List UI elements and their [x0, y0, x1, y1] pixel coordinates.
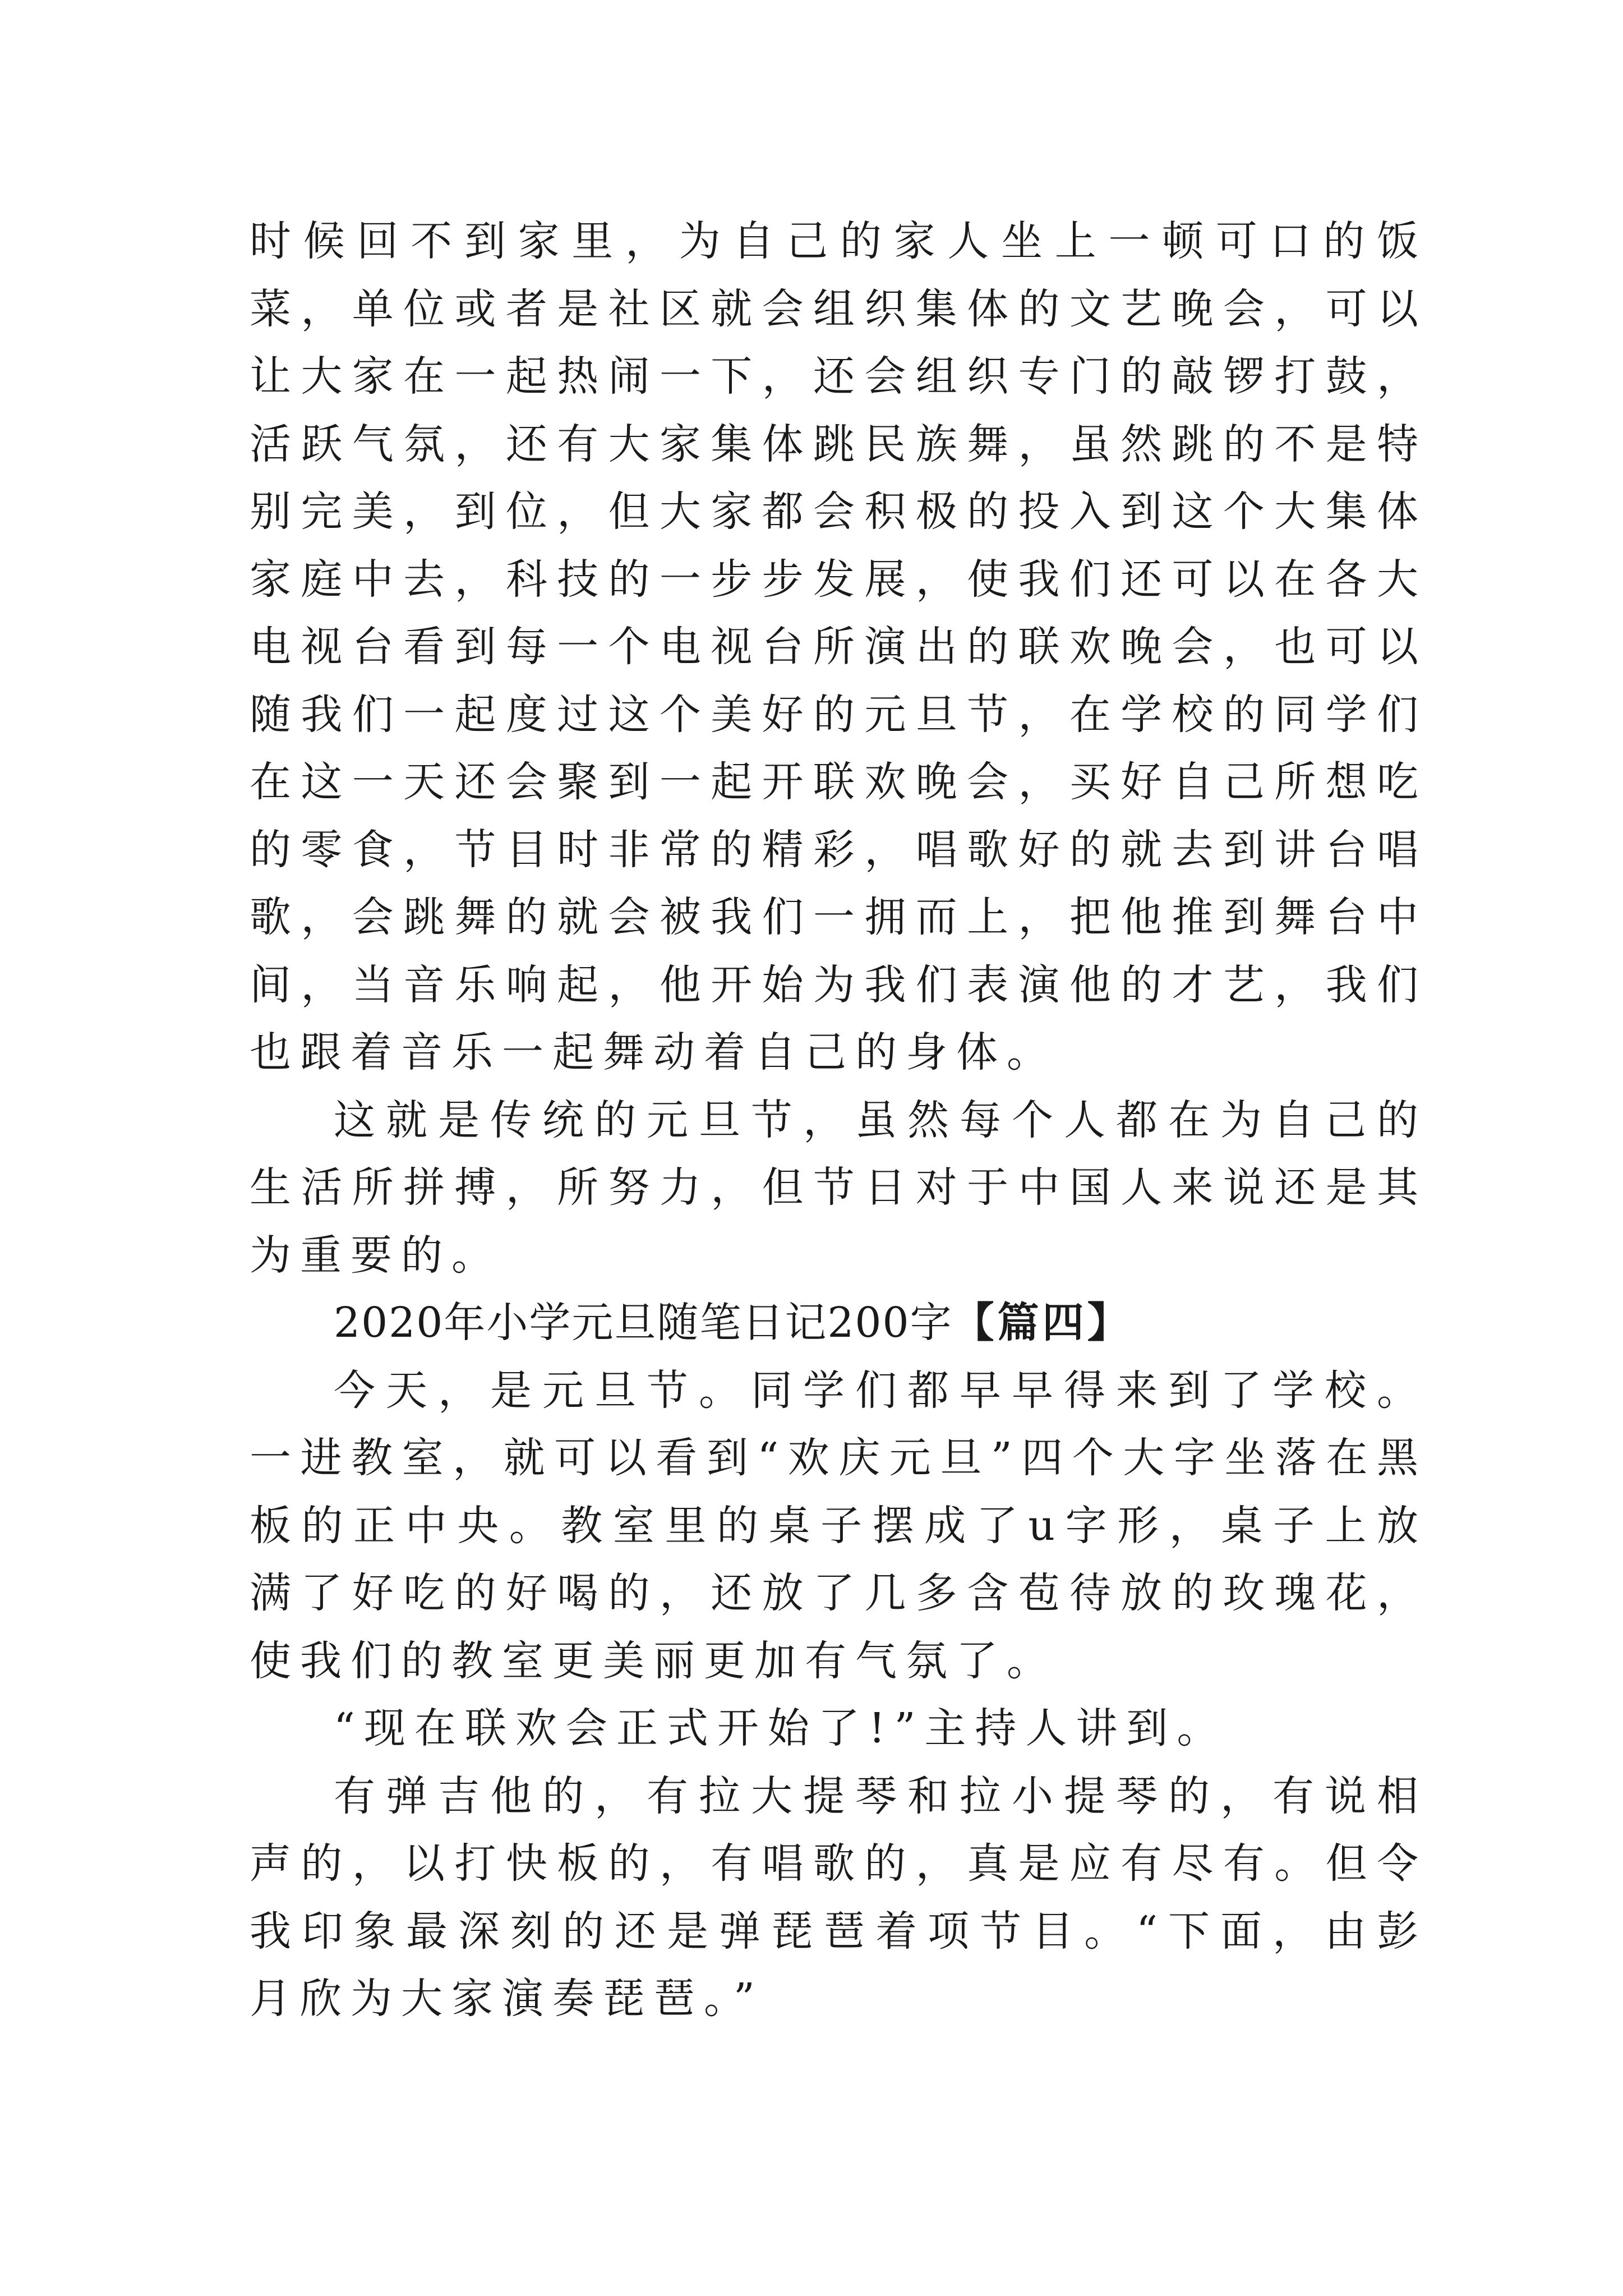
body-paragraph: 有弹吉他的，有拉大提琴和拉小提琴的，有说相声的，以打快板的，有唱歌的，真是应有尽有。但令我印象最深刻的还是弹琵琶着项节目。“下面，由彭月欣为大家演奏琵琶。” — [250, 1772, 1427, 2023]
body-paragraph: “现在联欢会正式开始了!”主持人讲到。 — [334, 1704, 1228, 1752]
section-heading — [250, 1289, 1427, 1357]
body-paragraph: 今天，是元旦节。同学们都早早得来到了学校。一进教室，就可以看到“欢庆元旦”四个大字坐落在黑板的正中央。教室里的桌子摆成了u字形，桌子上放满了好吃的好喝的，还放了几多含苞待放的玫瑰花，使我们的教室更美丽更加有气氛了。 — [250, 1366, 1427, 1685]
document-page — [250, 208, 1427, 2033]
body-paragraph: 时候回不到家里，为自己的家人坐上一顿可口的饭菜，单位或者是社区就会组织集体的文艺晚会，可以让大家在一起热闹一下，还会组织专门的敲锣打鼓，活跃气氛，还有大家集体跳民族舞，虽然跳的不是特别完美，到位，但大家都会积极的投入到这个大集体家庭中去，科技的一步步发展，使我们还可以在各大电视台看到每一个电视台所演出的联欢晚会，也可以随我们一起度过这个美好的元旦节，在学校的同学们在这一天还会聚到一起开联欢晚会，买好自己所想吃的零食，节目时非常的精彩，唱歌好的就去到讲台唱歌，会跳舞的就会被我们一拥而上，把他推到舞台中间，当音乐响起，他开始为我们表演他的才艺，我们也跟着音乐一起舞动着自己的身体。 — [250, 217, 1427, 1076]
section-heading-label: 【篇四】 — [952, 1299, 1132, 1347]
body-paragraph: 这就是传统的元旦节，虽然每个人都在为自己的生活所拼搏，所努力，但节日对于中国人来说还是其为重要的。 — [250, 1096, 1427, 1280]
section-heading-title: 2020年小学元旦随笔日记200字 — [334, 1299, 953, 1347]
